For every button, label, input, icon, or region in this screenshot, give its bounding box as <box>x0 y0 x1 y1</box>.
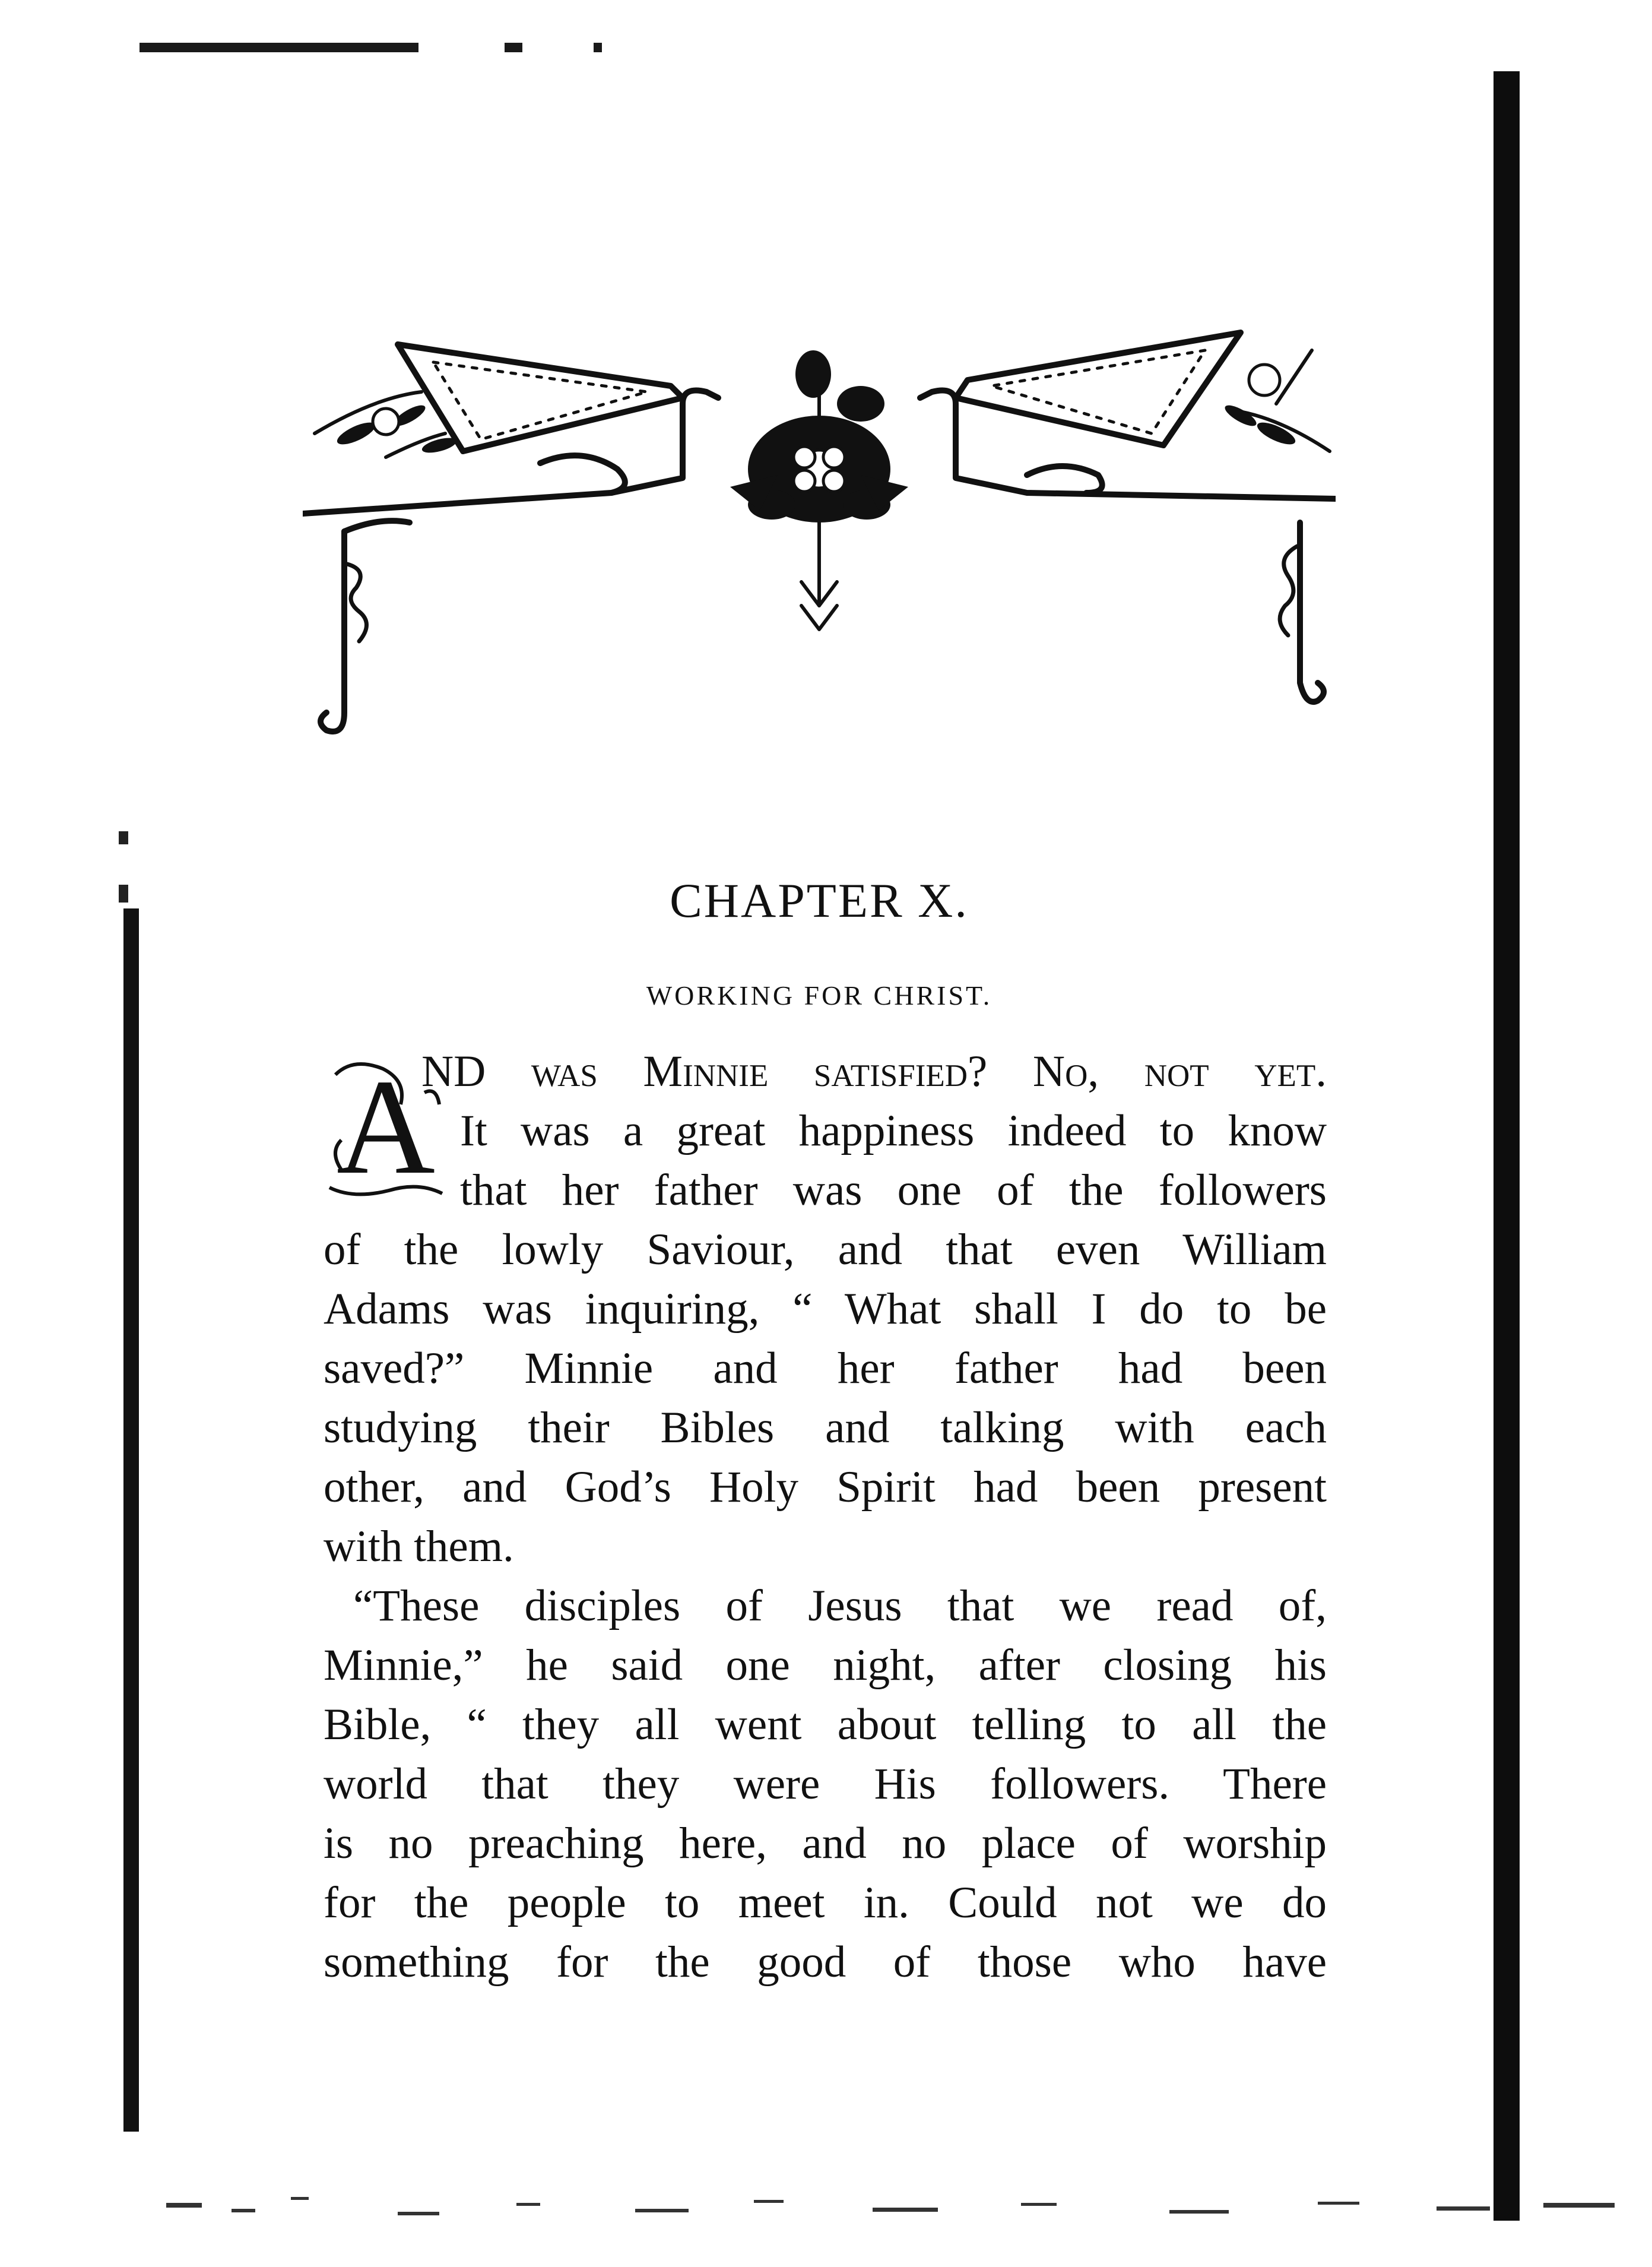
chapter-title: CHAPTER X. <box>670 873 969 927</box>
text-line: of the lowly Saviour, and that even William <box>324 1225 1327 1274</box>
text-line: other, and God’s Holy Spirit had been present <box>324 1462 1327 1512</box>
text-line: studying their Bibles and talking with each <box>324 1403 1327 1452</box>
scan-artifact-bottom-noise <box>160 2167 1632 2238</box>
text-line: world that they were His followers. There <box>324 1759 1327 1809</box>
chapter-subtitle: WORKING FOR CHRIST. <box>646 980 993 1011</box>
text-line: Adams was inquiring, “ What shall I do to be <box>324 1284 1327 1334</box>
text-line: ND was Minnie satisfied? No, not yet. <box>421 1047 1327 1096</box>
text-line: saved?” Minnie and her father had been <box>324 1344 1327 1393</box>
scan-artifact-top-rule <box>139 43 418 52</box>
scan-artifact-left-bar <box>123 908 139 2132</box>
text-line: Bible, “ they all went about telling to all the <box>324 1700 1327 1749</box>
text-line: that her father was one of the followers <box>460 1166 1327 1215</box>
scan-artifact-dot <box>505 43 522 52</box>
text-line: something for the good of those who have <box>324 1937 1327 1987</box>
text-line: with them. <box>324 1522 514 1571</box>
text-line: Minnie,” he said one night, after closing his <box>324 1641 1327 1690</box>
scan-artifact-dot <box>594 43 602 52</box>
scan-artifact-speck <box>119 885 128 903</box>
text-line: is no preaching here, and no place of worship <box>324 1819 1327 1868</box>
text-line: for the people to meet in. Could not we do <box>324 1878 1327 1927</box>
header-ornament <box>303 297 1336 748</box>
scan-artifact-speck <box>119 831 128 844</box>
text-line: It was a great happiness indeed to know <box>460 1106 1327 1155</box>
drop-cap-letter: A <box>336 1051 436 1202</box>
text-line: “These disciples of Jesus that we read of, <box>353 1581 1327 1630</box>
scan-artifact-right-bar <box>1494 71 1520 2221</box>
